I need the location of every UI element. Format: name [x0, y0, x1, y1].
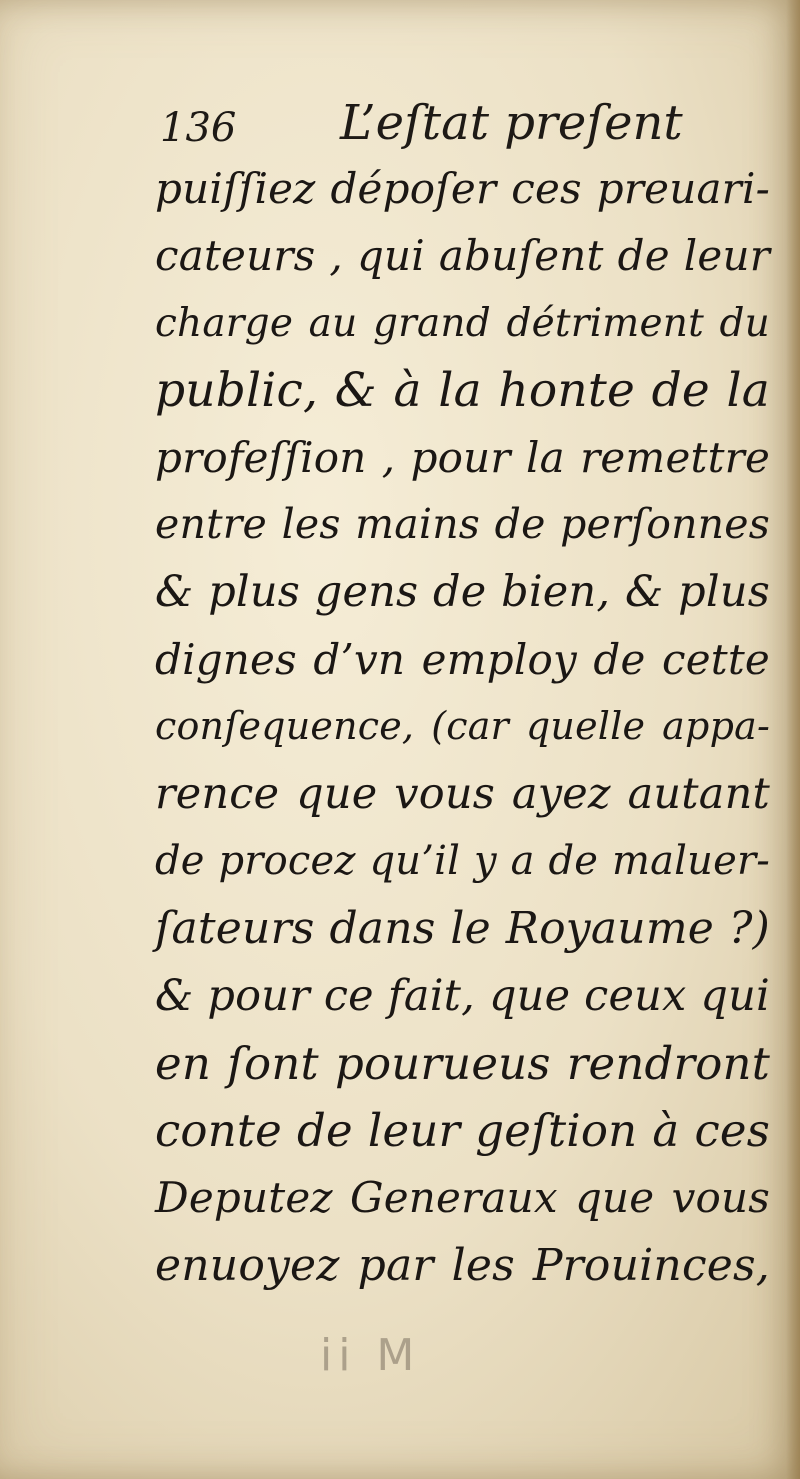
text-line: puiſſiez dépoſer ces preuari-	[155, 164, 770, 213]
text-line: charge au grand détriment du	[155, 300, 770, 346]
text-line: & pour ce fait, que ceux qui	[155, 970, 770, 1021]
text-line: ſateurs dans le Royaume ?)	[155, 903, 770, 955]
text-line: Deputez Generaux que vous	[155, 1173, 770, 1223]
text-line: profeſſion , pour la remettre	[155, 433, 770, 483]
text-line: entre les mains de perſonnes	[155, 500, 770, 549]
page-header	[160, 95, 683, 155]
text-line: cateurs , qui abuſent de leur	[155, 231, 770, 281]
signature-mark: ii M	[320, 1330, 421, 1381]
text-line: en ſont pourueus rendront	[155, 1036, 770, 1090]
text-line: & plus gens de bien, & plus	[155, 566, 770, 617]
running-head: L’eſtat preſent	[340, 95, 683, 151]
page-gutter-shadow	[786, 0, 800, 1479]
text-line: public, & à la honte de la	[155, 362, 770, 418]
text-line: de procez qu’il y a de maluer-	[155, 837, 770, 884]
text-line: dignes d’vn employ de cette	[155, 635, 770, 685]
text-line: conte de leur geſtion à ces	[155, 1104, 770, 1158]
text-line: enuoyez par les Prouinces,	[155, 1239, 770, 1291]
text-line: rence que vous ayez autant	[155, 768, 770, 819]
page-number: 136	[160, 105, 237, 151]
body-text	[155, 155, 770, 1299]
text-line: conſequence, (car quelle appa-	[155, 704, 770, 749]
